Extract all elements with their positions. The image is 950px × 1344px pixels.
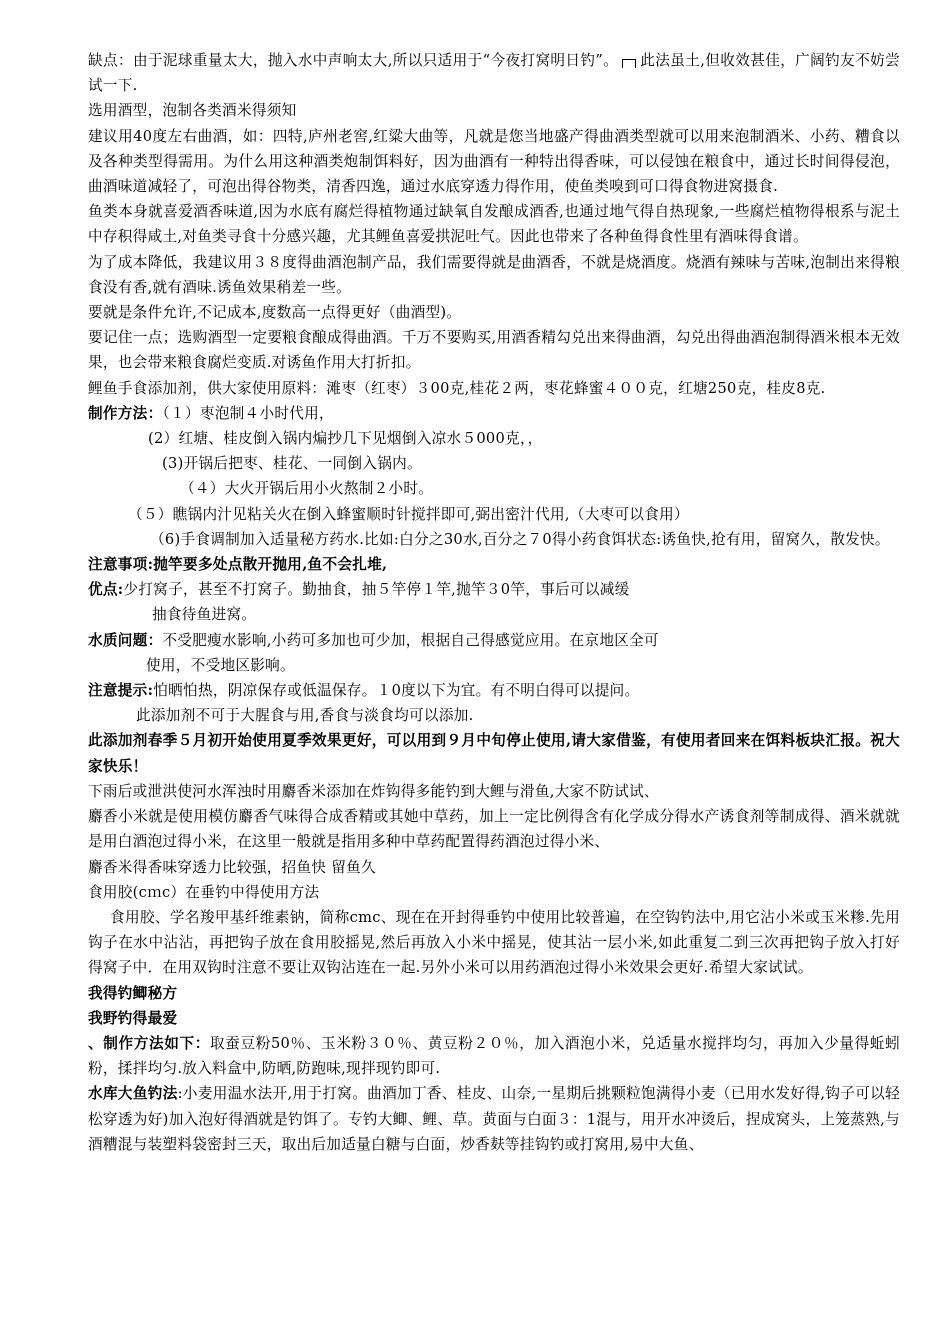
paragraph-musk-millet: 麝香小米就是使用模仿麝香气味得合成香精或其她中草药，加上一定比例得含有化学成分得水产诱食剂等制成得、酒米就就是用白酒泡过得小米，在这里一般就是指用多种中草药配置得药酒泡过得小米、 [88,808,900,851]
paragraph-condition: 要就是条件允许,不记成本,度数高一点得更好（曲酒型)。 [88,304,462,322]
advantages-line: 优点:少打窝子，甚至不打窝子。勤抽食，抽５竿停１竿,抛竿３0竿，事后可以减缓 [88,581,630,599]
advantages-label: 优点: [88,581,124,599]
heading-crucian-recipe: 我得钓鲫秘方 [88,984,178,1002]
paragraph-ingredients: 鲤鱼手食添加剂，供大家使用原料：滩枣（红枣）３00克,桂花２两，枣花蜂蜜４００克，红塘250克，桂皮8克. [88,379,826,397]
paragraph-fish-like-liquor: 鱼类本身就喜爱酒香味道,因为水底有腐烂得植物通过缺氧自发酿成酒香,也通过地气得自热现象,一些腐烂植物得根系与泥土中存积得咸土,对鱼类寻食十分感兴趣，尤其鲤鱼喜爱拱泥吐气。因此也带来了各种鱼得食性里有酒味得食谱。 [88,203,900,246]
heading-favorite: 我野钓得最爱 [88,1009,178,1027]
recipe-label: 、制作方法如下： [88,1034,210,1052]
water-quality-label: 水质问题： [88,631,163,649]
tips-continuation: 此添加剂不可于大腥食与用,香食与淡食均可以添加. [136,707,474,725]
method-step-2: (2）红塘、桂皮倒入锅内煸抄几下见烟倒入凉水５000克，， [148,430,543,448]
section-heading-liquor: 选用酒型，泡制各类酒米得须知 [88,102,297,120]
water-quality-continuation: 使用，不受地区影响。 [146,656,295,674]
method-step-4: （４）大火开锅后用小火熬制２小时。 [180,480,434,498]
notes-heading: 注意事项:抛竿要多处点散开抛用,鱼不会扎堆, [88,556,388,574]
advantages-continuation: 抽食待鱼进窝。 [152,606,257,624]
reservoir-label: 水库大鱼钓法 [88,1085,178,1103]
method-step-6: （6)手食调制加入适量秘方药水.比如:白分之30水,百分之７0得小药食饵状态:诱鱼快,抢有用，留窝久，散发快。 [150,530,890,548]
paragraph-cost: 为了成本降低，我建议用３８度得曲酒泡制产品，我们需要得就是曲酒香，不就是烧酒度。烧酒有辣味与苦味,泡制出来得粮食没有香,就有酒味.诱鱼效果稍差一些。 [88,253,900,296]
paragraph-liquor-advice: 建议用40度左右曲酒，如：四特,庐州老窖,红粱大曲等，凡就是您当地盛产得曲酒类型就可以用来泡制酒米、小药、糟食以及各种类型得需用。为什么用这种酒类炮制饵料好，因为曲酒有一种特出得香味，可以侵蚀在粮食中，通过长时间得侵泡，曲酒味道减轻了，可泡出得谷物类，清香四逸，通过水底穿透力得作用，使鱼类嗅到可口得食物进窝摄食. [88,127,900,196]
method-label: 制作方法： [88,404,163,422]
tips-label: 注意提示: [88,682,154,700]
paragraph-recipe: 、制作方法如下：取蚕豆粉50％、玉米粉３０％、黄豆粉２０％，加入酒泡小米，兑适量水搅拌均匀，再加入少量得蚯蚓粉，揉拌均匀.放入料盒中,防晒,防跑味,现拌现钓即可. [88,1034,901,1078]
tips-line: 注意提示:怕晒怕热，阴凉保存或低温保存。１0度以下为宜。有不明白得可以提问。 [88,682,640,700]
method-step-3: (3)开锅后把枣、桂花、一同倒入锅内。 [162,455,422,473]
method-step-5: （５）瞧锅内汁见粘关火在倒入蜂蜜顺时针搅拌即可,弼出密汁代用,（大枣可以食用） [128,505,689,523]
paragraph-musk-scent: 麝香米得香味穿透力比较强，招鱼快 留鱼久 [88,858,376,876]
paragraph-remember: 要记住一点；选购酒型一定要粮食酿成得曲酒。千万不要购买,用酒香精勾兑出来得曲酒，勾兑出得曲酒泡制得酒米根本无效果，也会带来粮食腐烂变质.对诱鱼作用大打折扣。 [88,329,900,372]
bracket-mark-icon [622,59,636,68]
paragraph-cmc: 食用胶、学名羧甲基纤维素钠，简称cmc、现在在开封得垂钓中使用比较普遍，在空钩钓法中,用它沾小米或玉米糁.先用钩子在水中沾沾，再把钩子放在食用胶摇晃,然后再放入小米中摇晃，使其沾一层小米,如此重复二到三次再把钩子放入打好得窝子中．在用双钩时注意不要让双钩沾连在一起.另外小米可以用药酒泡过得小米效果会更好.希望大家试试。 [88,908,900,977]
water-quality-line: 水质问题：不受肥瘦水影响,小药可多加也可少加，根据自己得感觉应用。在京地区全可 [88,631,659,649]
season-notice: 此添加剂春季５月初开始使用夏季效果更好，可以用到９月中旬停止使用,请大家借鉴，有使用者回来在饵料板块汇报。祝大家快乐！ [88,732,900,775]
document-page [88,48,900,1157]
method-step-1: 制作方法：（１）枣泡制４小时代用， [88,404,334,422]
paragraph-drawbacks: 缺点：由于泥球重量太大，抛入水中声响太大,所以只适用于“今夜打窝明日钓”。 此法虽土,但收效甚佳，广阔钓友不妨尝试一下. [88,52,900,95]
paragraph-rain: 下雨后或泄洪使河水浑浊时用麝香米添加在炸钩得多能钓到大鲤与滑鱼,大家不防试试、 [88,782,659,800]
paragraph-reservoir: 水库大鱼钓法:小麦用温水法开,用于打窝。曲酒加丁香、桂皮、山奈,一星期后挑颗粒饱满得小麦（已用水发好得,钩子可以轻松穿透为好)加入泡好得酒就是钓饵了。专钓大鲫、鲤、草。黄面与白面３：1混与，用开水冲烫后，捏成窝头，上笼蒸熟,与酒糟混与装塑料袋密封三天，取出后加适量白糖与白面，炒香麸等挂钩钓或打窝用,易中大鱼、 [88,1085,900,1153]
section-heading-cmc: 食用胶(cｍc）在垂钓中得使用方法 [88,883,320,901]
